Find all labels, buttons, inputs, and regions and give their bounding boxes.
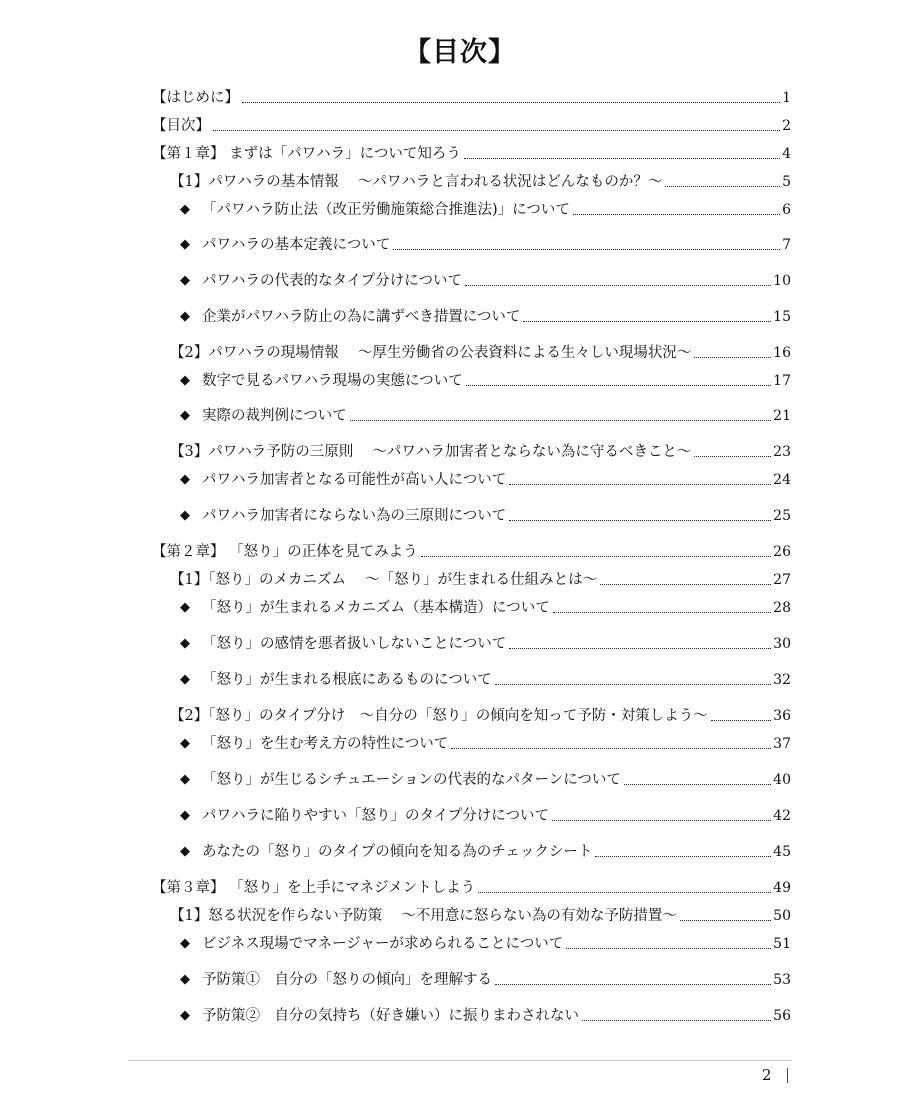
dot-leader bbox=[573, 213, 780, 215]
dot-leader bbox=[350, 419, 771, 421]
toc-subsection-entry[interactable] bbox=[180, 667, 791, 689]
toc-entry-page: 16 bbox=[773, 345, 791, 361]
toc-subsection-entry[interactable] bbox=[180, 767, 791, 789]
toc-chapter-entry[interactable] bbox=[152, 85, 791, 107]
dot-leader bbox=[552, 819, 771, 821]
dot-leader bbox=[509, 483, 771, 485]
toc-entry-page: 51 bbox=[773, 936, 791, 952]
toc-entry-page: 23 bbox=[773, 444, 791, 460]
toc-entry-title: 【第３章】 「怒り」を上手にマネジメントしよう bbox=[152, 880, 476, 896]
toc-entry-title: 「怒り」が生まれる根底にあるものについて bbox=[202, 672, 492, 688]
toc-entry-title: 予防策① 自分の「怒りの傾向」を理解する bbox=[202, 972, 492, 988]
toc-entry-page: 2 bbox=[782, 118, 791, 134]
toc-entry-title: 実際の裁判例について bbox=[202, 408, 347, 424]
diamond-bullet-icon: ◆ bbox=[180, 808, 190, 823]
diamond-bullet-icon: ◆ bbox=[180, 472, 190, 487]
toc-chapter-entry[interactable] bbox=[152, 875, 791, 897]
toc-section-entry[interactable] bbox=[170, 903, 791, 925]
page-title: 【目次】 bbox=[404, 37, 516, 68]
diamond-bullet-icon: ◆ bbox=[180, 844, 190, 859]
dot-leader bbox=[694, 455, 771, 457]
diamond-bullet-icon: ◆ bbox=[180, 408, 190, 423]
toc-entry-page: 24 bbox=[773, 472, 791, 488]
toc-subsection-entry[interactable] bbox=[180, 967, 791, 989]
toc-entry-title: 企業がパワハラ防止の為に講ずべき措置について bbox=[202, 309, 521, 325]
toc-entry-title: パワハラ加害者となる可能性が高い人について bbox=[202, 472, 507, 488]
diamond-bullet-icon: ◆ bbox=[180, 1008, 190, 1023]
toc-entry-title: 「怒り」が生じるシチュエーションの代表的なパターンについて bbox=[202, 772, 621, 788]
toc-entry-title: 「パワハラ防止法（改正労働施策総合推進法)」について bbox=[202, 202, 570, 218]
toc-section-entry[interactable] bbox=[170, 340, 791, 362]
diamond-bullet-icon: ◆ bbox=[180, 237, 190, 252]
toc-entry-title: 「怒り」が生まれるメカニズム（基本構造）について bbox=[202, 600, 550, 616]
toc-chapter-entry[interactable] bbox=[152, 539, 791, 561]
toc-entry-page: 6 bbox=[782, 202, 791, 218]
toc-entry-title: 【2】「怒り」のタイプ分け ～自分の「怒り」の傾向を知って予防・対策しよう～ bbox=[170, 708, 708, 724]
toc-section-entry[interactable] bbox=[170, 567, 791, 589]
toc-subsection-entry[interactable] bbox=[180, 803, 791, 825]
dot-leader bbox=[553, 611, 771, 613]
toc-entry-title: 「怒り」を生む考え方の特性について bbox=[202, 736, 449, 752]
toc-entry-page: 53 bbox=[773, 972, 791, 988]
toc-entry-page: 1 bbox=[782, 90, 791, 106]
toc-entry-title: あなたの「怒り」のタイプの傾向を知る為のチェックシート bbox=[202, 844, 593, 860]
toc-entry-title: 【目次】 bbox=[152, 118, 210, 134]
toc-entry-title: 【1】怒る状況を作らない予防策 ～不用意に怒らない為の有効な予防措置～ bbox=[170, 908, 677, 924]
dot-leader bbox=[595, 855, 771, 857]
toc-entry-page: 30 bbox=[773, 636, 791, 652]
toc-entry-page: 36 bbox=[773, 708, 791, 724]
footer-page-number: 2 bbox=[762, 1066, 772, 1084]
toc-subsection-entry[interactable] bbox=[180, 595, 791, 617]
toc-subsection-entry[interactable] bbox=[180, 503, 791, 525]
footer-separator bbox=[787, 1068, 788, 1083]
toc-entry-page: 45 bbox=[773, 844, 791, 860]
toc-subsection-entry[interactable] bbox=[180, 368, 791, 390]
toc-subsection-entry[interactable] bbox=[180, 839, 791, 861]
toc-section-entry[interactable] bbox=[170, 169, 791, 191]
dot-leader bbox=[242, 101, 780, 103]
dot-leader bbox=[393, 248, 780, 250]
toc-entry-title: パワハラの代表的なタイプ分けについて bbox=[202, 273, 462, 289]
toc-entry-title: 【1】パワハラの基本情報 ～パワハラと言われる状況はどんなものか？～ bbox=[170, 174, 663, 190]
toc-entry-title: パワハラの基本定義について bbox=[202, 237, 391, 253]
diamond-bullet-icon: ◆ bbox=[180, 672, 190, 687]
dot-leader bbox=[523, 320, 771, 322]
toc-entry-page: 27 bbox=[773, 572, 791, 588]
diamond-bullet-icon: ◆ bbox=[180, 309, 190, 324]
toc-subsection-entry[interactable] bbox=[180, 197, 791, 219]
toc-entry-page: 40 bbox=[773, 772, 791, 788]
dot-leader bbox=[582, 1019, 771, 1021]
toc-subsection-entry[interactable] bbox=[180, 731, 791, 753]
toc-subsection-entry[interactable] bbox=[180, 467, 791, 489]
dot-leader bbox=[566, 947, 771, 949]
toc-chapter-entry[interactable] bbox=[152, 141, 791, 163]
toc-entry-page: 5 bbox=[782, 174, 791, 190]
dot-leader bbox=[711, 719, 771, 721]
toc-subsection-entry[interactable] bbox=[180, 304, 791, 326]
toc-entry-title: 【2】パワハラの現場情報 ～厚生労働省の公表資料による生々しい現場状況～ bbox=[170, 345, 692, 361]
toc-entry-page: 26 bbox=[773, 544, 791, 560]
toc-entry-page: 17 bbox=[773, 373, 791, 389]
dot-leader bbox=[509, 647, 771, 649]
toc-section-entry[interactable] bbox=[170, 703, 791, 725]
toc-subsection-entry[interactable] bbox=[180, 1003, 791, 1025]
toc-entry-page: 25 bbox=[773, 508, 791, 524]
dot-leader bbox=[478, 891, 771, 893]
toc-entry-page: 7 bbox=[782, 237, 791, 253]
dot-leader bbox=[694, 356, 771, 358]
toc-section-entry[interactable] bbox=[170, 439, 791, 461]
dot-leader bbox=[665, 185, 780, 187]
diamond-bullet-icon: ◆ bbox=[180, 972, 190, 987]
toc-entry-title: 【第１章】 まずは「パワハラ」について知ろう bbox=[152, 146, 461, 162]
toc-entry-page: 28 bbox=[773, 600, 791, 616]
toc-entry-page: 21 bbox=[773, 408, 791, 424]
toc-entry-page: 32 bbox=[773, 672, 791, 688]
diamond-bullet-icon: ◆ bbox=[180, 373, 190, 388]
toc-entry-page: 15 bbox=[773, 309, 791, 325]
dot-leader bbox=[451, 747, 771, 749]
dot-leader bbox=[495, 683, 771, 685]
toc-entry-page: 42 bbox=[773, 808, 791, 824]
footer-divider bbox=[128, 1060, 792, 1061]
toc-subsection-entry[interactable] bbox=[180, 403, 791, 425]
toc-entry-title: 【第２章】 「怒り」の正体を見てみよう bbox=[152, 544, 418, 560]
toc-entry-title: ビジネス現場でマネージャーが求められることについて bbox=[202, 936, 564, 952]
dot-leader bbox=[465, 284, 771, 286]
diamond-bullet-icon: ◆ bbox=[180, 273, 190, 288]
diamond-bullet-icon: ◆ bbox=[180, 936, 190, 951]
dot-leader bbox=[421, 555, 772, 557]
diamond-bullet-icon: ◆ bbox=[180, 636, 190, 651]
dot-leader bbox=[600, 583, 771, 585]
toc-entry-title: 【1】「怒り」のメカニズム ～「怒り」が生まれる仕組みとは～ bbox=[170, 572, 598, 588]
diamond-bullet-icon: ◆ bbox=[180, 600, 190, 615]
toc-entry-title: 予防策② 自分の気持ち（好き嫌い）に振りまわされない bbox=[202, 1008, 579, 1024]
dot-leader bbox=[680, 919, 771, 921]
dot-leader bbox=[509, 519, 771, 521]
toc-chapter-entry[interactable] bbox=[152, 113, 791, 135]
toc-subsection-entry[interactable] bbox=[180, 268, 791, 290]
diamond-bullet-icon: ◆ bbox=[180, 772, 190, 787]
toc-entry-title: パワハラに陥りやすい「怒り」のタイプ分けについて bbox=[202, 808, 549, 824]
toc-entry-title: 「怒り」の感情を悪者扱いしないことについて bbox=[202, 636, 507, 652]
diamond-bullet-icon: ◆ bbox=[180, 202, 190, 217]
toc-entry-title: 【3】パワハラ予防の三原則 ～パワハラ加害者とならない為に守るべきこと～ bbox=[170, 444, 692, 460]
toc-entry-page: 37 bbox=[773, 736, 791, 752]
toc-entry-page: 50 bbox=[773, 908, 791, 924]
diamond-bullet-icon: ◆ bbox=[180, 508, 190, 523]
dot-leader bbox=[464, 157, 780, 159]
toc-entry-title: 数字で見るパワハラ現場の実態について bbox=[202, 373, 463, 389]
toc-entry-page: 49 bbox=[773, 880, 791, 896]
dot-leader bbox=[213, 129, 780, 131]
dot-leader bbox=[466, 384, 771, 386]
toc-subsection-entry[interactable] bbox=[180, 631, 791, 653]
diamond-bullet-icon: ◆ bbox=[180, 736, 190, 751]
toc-entry-page: 56 bbox=[773, 1008, 791, 1024]
toc-subsection-entry[interactable] bbox=[180, 931, 791, 953]
dot-leader bbox=[624, 783, 771, 785]
toc-entry-title: 【はじめに】 bbox=[152, 90, 239, 106]
dot-leader bbox=[495, 983, 771, 985]
toc-subsection-entry[interactable] bbox=[180, 232, 791, 254]
toc-entry-page: 4 bbox=[782, 146, 791, 162]
toc-entry-title: パワハラ加害者にならない為の三原則について bbox=[202, 508, 507, 524]
toc-entry-page: 10 bbox=[773, 273, 791, 289]
